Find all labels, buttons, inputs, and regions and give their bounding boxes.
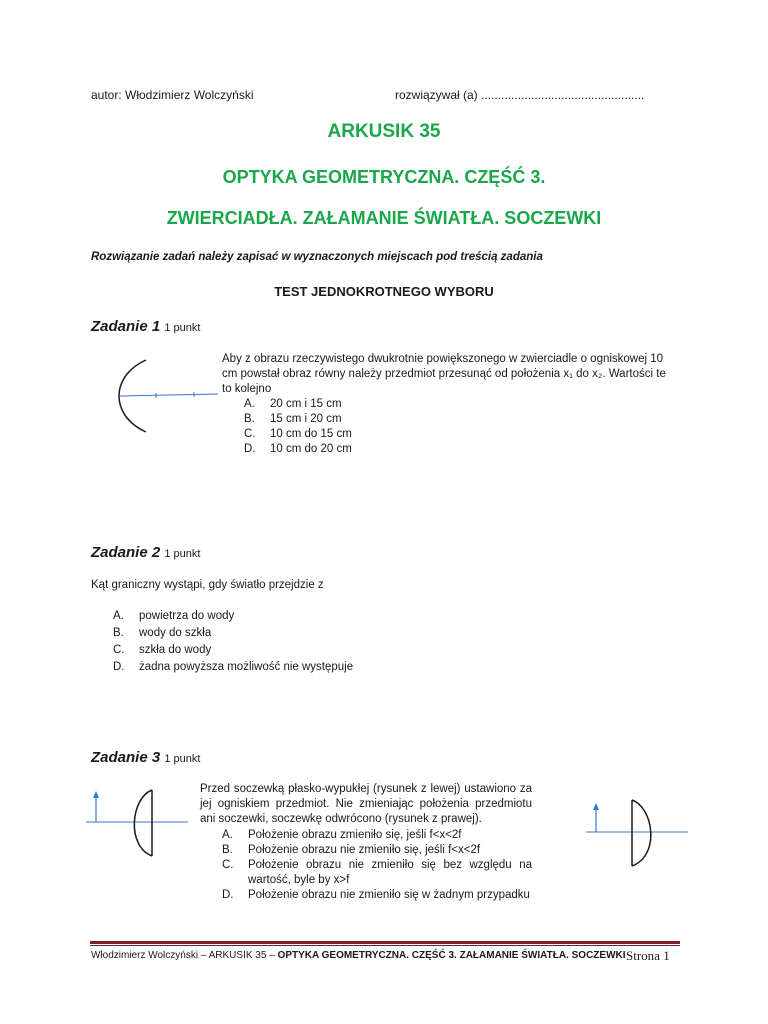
task-title: Zadanie 2 bbox=[91, 544, 161, 561]
option-d: D. Położenie obrazu nie zmieniło się w żadnym przypadku bbox=[222, 889, 530, 901]
lens-diagram-left bbox=[86, 786, 190, 860]
topic-title: ZWIERCIADŁA. ZAŁAMANIE ŚWIATŁA. SOCZEWKI bbox=[166, 208, 602, 228]
lens-convex-side bbox=[134, 790, 152, 856]
option-b: B. wody do szkła bbox=[113, 627, 212, 639]
sheet-title: ARKUSIK 35 bbox=[327, 121, 441, 142]
task-1-question: Aby z obrazu rzeczywistego dwukrotnie powiększonego w zwierciadle o ogniskowej 10 cm powstał obraz równy należy przedmiot przesunąć od położenia x₁ do x₂. Wartości te to kolejno bbox=[222, 353, 666, 395]
lens-diagram-right bbox=[586, 796, 690, 870]
task-3-question: Przed soczewką płasko-wypukłej (rysunek z lewej) ustawiono za jej ogniskiem przedmiot. Nie zmieniając położenia przedmiotu ani soczewki, soczewkę odwrócono (rysunek z prawej). bbox=[200, 783, 532, 825]
task-title: Zadanie 3 bbox=[91, 749, 161, 766]
task-points: 1 punkt bbox=[164, 548, 201, 560]
footer-rule bbox=[90, 941, 680, 944]
task-2-heading bbox=[91, 544, 200, 561]
task-points: 1 punkt bbox=[164, 322, 201, 334]
task-2-question: Kąt graniczny wystąpi, gdy światło przejdzie z bbox=[91, 579, 324, 591]
footer-topic: OPTYKA GEOMETRYCZNA. CZĘŚĆ 3. ZAŁAMANIE ŚWIATŁA. SOCZEWKI bbox=[277, 950, 626, 961]
option-b: B. 15 cm i 20 cm bbox=[244, 413, 342, 425]
option-c: C. 10 cm do 15 cm bbox=[244, 428, 352, 440]
footer-text bbox=[91, 950, 626, 961]
author-label: autor: Włodzimierz Wolczyński bbox=[91, 88, 254, 102]
task-title: Zadanie 1 bbox=[91, 318, 161, 335]
task-3-heading bbox=[91, 749, 200, 766]
task-1-heading bbox=[91, 318, 200, 335]
option-b: B. Położenie obrazu nie zmieniło się, jeśli f<x<2f bbox=[222, 844, 481, 856]
subtitle: OPTYKA GEOMETRYCZNA. CZĘŚĆ 3. bbox=[222, 167, 546, 187]
task-points: 1 punkt bbox=[164, 753, 201, 765]
footer-author: Włodzimierz Wolczyński – ARKUSIK 35 – bbox=[91, 950, 278, 961]
lens-convex-side bbox=[632, 800, 651, 866]
option-a: A. 20 cm i 15 cm bbox=[244, 398, 342, 410]
option-a: A. Położenie obrazu zmieniło się, jeśli f<x<2f bbox=[222, 829, 462, 841]
option-d: D. żadna powyższa możliwość nie występuje bbox=[113, 661, 354, 673]
concave-mirror-diagram bbox=[108, 356, 220, 436]
footer-rule-thin bbox=[90, 945, 680, 946]
test-heading: TEST JEDNOKROTNEGO WYBORU bbox=[274, 284, 494, 299]
option-d: D. 10 cm do 20 cm bbox=[244, 443, 352, 455]
option-c: C. szkła do wody bbox=[113, 644, 212, 656]
instruction: Rozwiązanie zadań należy zapisać w wyznaczonych miejscach pod treścią zadania bbox=[91, 251, 543, 263]
option-c: C. Położenie obrazu nie zmieniło się bez względu na wartość, byle by x>f bbox=[222, 859, 532, 886]
optical-axis bbox=[120, 394, 218, 396]
page-number: Strona 1 bbox=[626, 948, 670, 963]
arrow-head bbox=[593, 803, 599, 810]
arrow-head bbox=[93, 791, 99, 798]
solver-field: rozwiązywał (a) ................................................. bbox=[395, 88, 645, 102]
option-a: A. powietrza do wody bbox=[113, 610, 235, 622]
